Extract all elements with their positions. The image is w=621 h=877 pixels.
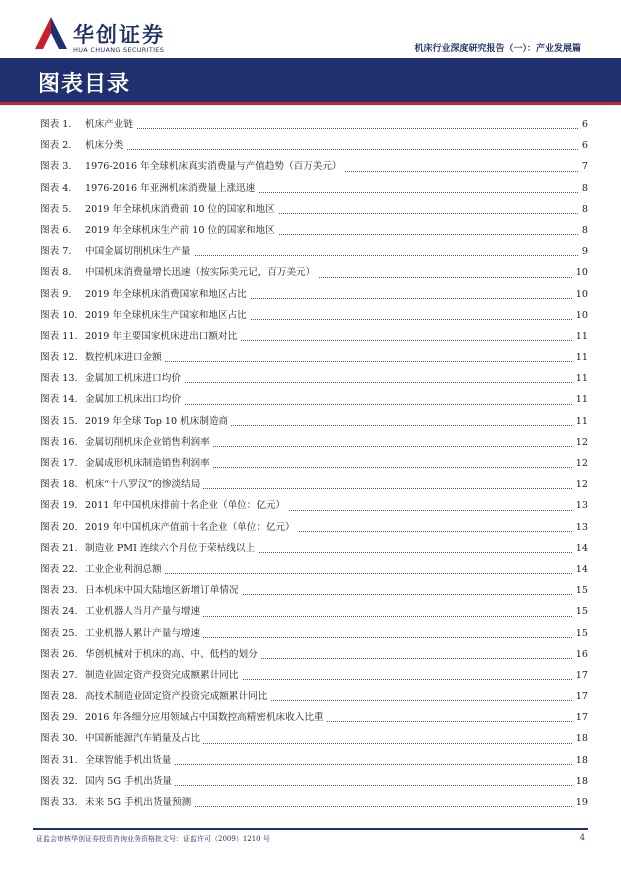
toc-page-number: 13	[573, 517, 588, 538]
toc-row[interactable]	[40, 432, 588, 453]
toc-row[interactable]	[40, 728, 588, 749]
toc-figure-label: 图表 7.	[40, 241, 73, 262]
toc-figure-title[interactable]: 数控机床进口金额	[85, 347, 165, 368]
toc-figure-title[interactable]: 中国新能源汽车销量及占比	[85, 728, 203, 749]
toc-figure-title[interactable]: 1976-2016 年亚洲机床消费量上涨迅速	[85, 178, 258, 199]
toc-row[interactable]	[40, 241, 588, 262]
toc-figure-title[interactable]: 工业机器人当月产量与增速	[85, 601, 203, 622]
banner-accent-line	[0, 102, 621, 105]
toc-figure-label: 图表 30.	[40, 728, 80, 749]
toc-figure-title[interactable]: 中国金属切削机床生产量	[85, 241, 194, 262]
toc-figure-title[interactable]: 机床“十八罗汉”的惨淡结局	[85, 474, 203, 495]
toc-figure-label: 图表 9.	[40, 284, 73, 305]
toc-row[interactable]	[40, 389, 588, 410]
toc-figure-title[interactable]: 2011 年中国机床排前十名企业（单位：亿元）	[85, 495, 288, 516]
toc-row[interactable]	[40, 326, 588, 347]
toc-page-number: 19	[573, 792, 588, 813]
toc-page-number: 17	[573, 665, 588, 686]
toc-figure-title[interactable]: 国内 5G 手机出货量	[85, 771, 175, 792]
toc-figure-label: 图表 8.	[40, 262, 73, 283]
toc-figure-label: 图表 19.	[40, 495, 80, 516]
toc-figure-label: 图表 13.	[40, 368, 80, 389]
toc-row[interactable]	[40, 665, 588, 686]
toc-row[interactable]	[40, 771, 588, 792]
toc-figure-label: 图表 20.	[40, 517, 80, 538]
toc-row[interactable]	[40, 580, 588, 601]
toc-row[interactable]	[40, 559, 588, 580]
toc-figure-title[interactable]: 金属加工机床进口均价	[85, 368, 184, 389]
toc-figure-title[interactable]: 金属加工机床出口均价	[85, 389, 184, 410]
toc-figure-title[interactable]: 金属成形机床制造销售利润率	[85, 453, 213, 474]
toc-figure-label: 图表 5.	[40, 199, 73, 220]
toc-row[interactable]	[40, 792, 588, 813]
toc-figure-title[interactable]: 2019 年全球机床生产前 10 位的国家和地区	[85, 220, 278, 241]
toc-row[interactable]	[40, 453, 588, 474]
toc-page-number: 15	[573, 580, 588, 601]
toc-page-number: 15	[573, 601, 588, 622]
toc-row[interactable]	[40, 750, 588, 771]
toc-page-number: 9	[579, 241, 588, 262]
toc-figure-title[interactable]: 2019 年主要国家机床进出口额对比	[85, 326, 240, 347]
toc-page-number: 10	[573, 284, 588, 305]
toc-page-number: 16	[573, 644, 588, 665]
toc-page-number: 11	[573, 347, 588, 368]
toc-dot-leader	[85, 149, 578, 150]
toc-row[interactable]	[40, 686, 588, 707]
footer-disclaimer: 证监会审核华创证券投资咨询业务资格批文号：证监许可（2009）1210 号	[36, 835, 270, 843]
toc-page-number: 17	[573, 686, 588, 707]
toc-row[interactable]	[40, 305, 588, 326]
toc-figure-title[interactable]: 华创机械对于机床的高、中、低档的划分	[85, 644, 261, 665]
footer-divider	[33, 828, 588, 830]
toc-figure-label: 图表 26.	[40, 644, 80, 665]
toc-figure-title[interactable]: 2019 年全球机床消费国家和地区占比	[85, 284, 250, 305]
toc-figure-title[interactable]: 全球智能手机出货量	[85, 750, 174, 771]
toc-dot-leader	[85, 128, 578, 129]
toc-figure-label: 图表 16.	[40, 432, 80, 453]
toc-figure-title[interactable]: 机床产业链	[85, 114, 136, 135]
toc-figure-label: 图表 10.	[40, 305, 80, 326]
logo-english-name: HUA CHUANG SECURITIES	[73, 46, 165, 54]
toc-figure-label: 图表 27.	[40, 665, 80, 686]
toc-page-number: 8	[579, 199, 588, 220]
toc-figure-title[interactable]: 工业企业利润总额	[85, 559, 165, 580]
toc-row[interactable]	[40, 220, 588, 241]
toc-figure-label: 图表 11.	[40, 326, 80, 347]
toc-page-number: 14	[573, 559, 588, 580]
toc-figure-label: 图表 23.	[40, 580, 80, 601]
toc-figure-title[interactable]: 2016 年各细分应用领域占中国数控高精密机床收入比重	[85, 707, 327, 728]
toc-row[interactable]	[40, 135, 588, 156]
toc-figure-title[interactable]: 金属切削机床企业销售利润率	[85, 432, 213, 453]
toc-figure-label: 图表 28.	[40, 686, 80, 707]
toc-page-number: 10	[573, 262, 588, 283]
toc-page-number: 10	[573, 305, 588, 326]
toc-row[interactable]	[40, 601, 588, 622]
toc-row[interactable]	[40, 347, 588, 368]
toc-row[interactable]	[40, 199, 588, 220]
toc-row[interactable]	[40, 517, 588, 538]
toc-figure-label: 图表 18.	[40, 474, 80, 495]
toc-page-number: 7	[579, 156, 588, 177]
toc-row[interactable]	[40, 156, 588, 177]
toc-figure-title[interactable]: 制造业固定资产投资完成额累计同比	[85, 665, 242, 686]
toc-figure-title[interactable]: 机床分类	[85, 135, 126, 156]
toc-page-number: 18	[573, 750, 588, 771]
toc-figure-label: 图表 1.	[40, 114, 73, 135]
section-title: 图表目录	[38, 72, 131, 97]
toc-row[interactable]	[40, 368, 588, 389]
toc-row[interactable]	[40, 644, 588, 665]
toc-page-number: 17	[573, 707, 588, 728]
toc-figure-label: 图表 33.	[40, 792, 80, 813]
toc-page-number: 13	[573, 495, 588, 516]
toc-row[interactable]	[40, 178, 588, 199]
toc-page-number: 14	[573, 538, 588, 559]
toc-figure-label: 图表 31.	[40, 750, 80, 771]
toc-figure-title[interactable]: 2019 年全球机床生产国家和地区占比	[85, 305, 250, 326]
logo-chinese-name: 华创证券	[73, 23, 165, 47]
toc-page-number: 11	[573, 368, 588, 389]
table-of-figures	[40, 114, 588, 813]
toc-row[interactable]	[40, 114, 588, 135]
toc-page-number: 18	[573, 771, 588, 792]
toc-figure-title[interactable]: 制造业 PMI 连续六个月位于荣枯线以上	[85, 538, 258, 559]
toc-figure-label: 图表 3.	[40, 156, 73, 177]
toc-page-number: 6	[579, 135, 588, 156]
huachuang-logo-icon	[33, 15, 69, 51]
toc-figure-label: 图表 24.	[40, 601, 80, 622]
toc-row[interactable]	[40, 262, 588, 283]
toc-figure-title[interactable]: 中国机床消费量增长迅速（按实际美元记，百万美元）	[85, 262, 318, 283]
toc-row[interactable]	[40, 284, 588, 305]
toc-figure-label: 图表 17.	[40, 453, 80, 474]
toc-row[interactable]	[40, 495, 588, 516]
toc-figure-label: 图表 2.	[40, 135, 73, 156]
toc-page-number: 8	[579, 178, 588, 199]
toc-row[interactable]	[40, 474, 588, 495]
toc-figure-title[interactable]: 工业机器人累计产量与增速	[85, 623, 203, 644]
toc-row[interactable]	[40, 623, 588, 644]
toc-figure-title[interactable]: 2019 年全球 Top 10 机床制造商	[85, 411, 231, 432]
toc-page-number: 6	[579, 114, 588, 135]
toc-figure-label: 图表 21.	[40, 538, 80, 559]
toc-figure-label: 图表 14.	[40, 389, 80, 410]
company-logo	[33, 15, 168, 55]
toc-page-number: 12	[573, 453, 588, 474]
toc-page-number: 11	[573, 326, 588, 347]
toc-figure-label: 图表 32.	[40, 771, 80, 792]
toc-page-number: 8	[579, 220, 588, 241]
toc-row[interactable]	[40, 538, 588, 559]
toc-page-number: 12	[573, 432, 588, 453]
page-number: 4	[579, 833, 585, 842]
toc-page-number: 18	[573, 728, 588, 749]
toc-page-number: 12	[573, 474, 588, 495]
toc-row[interactable]	[40, 411, 588, 432]
toc-figure-title[interactable]: 1976-2016 年全球机床真实消费量与产值趋势（百万美元）	[85, 156, 345, 177]
toc-row[interactable]	[40, 707, 588, 728]
toc-figure-title[interactable]: 2019 年中国机床产值前十名企业（单位：亿元）	[85, 517, 298, 538]
toc-figure-label: 图表 12.	[40, 347, 80, 368]
toc-figure-label: 图表 15.	[40, 411, 80, 432]
toc-figure-title[interactable]: 未来 5G 手机出货量预测	[85, 792, 194, 813]
toc-page-number: 11	[573, 389, 588, 410]
toc-figure-title[interactable]: 日本机床中国大陆地区新增订单情况	[85, 580, 242, 601]
toc-page-number: 15	[573, 623, 588, 644]
report-title: 机床行业深度研究报告（一）：产业发展篇	[414, 44, 581, 54]
toc-figure-title[interactable]: 高技术制造业固定资产投资完成额累计同比	[85, 686, 270, 707]
toc-page-number: 11	[573, 411, 588, 432]
toc-figure-title[interactable]: 2019 年全球机床消费前 10 位的国家和地区	[85, 199, 278, 220]
toc-figure-label: 图表 25.	[40, 623, 80, 644]
toc-figure-label: 图表 6.	[40, 220, 73, 241]
toc-figure-label: 图表 22.	[40, 559, 80, 580]
toc-figure-label: 图表 29.	[40, 707, 80, 728]
toc-figure-label: 图表 4.	[40, 178, 73, 199]
